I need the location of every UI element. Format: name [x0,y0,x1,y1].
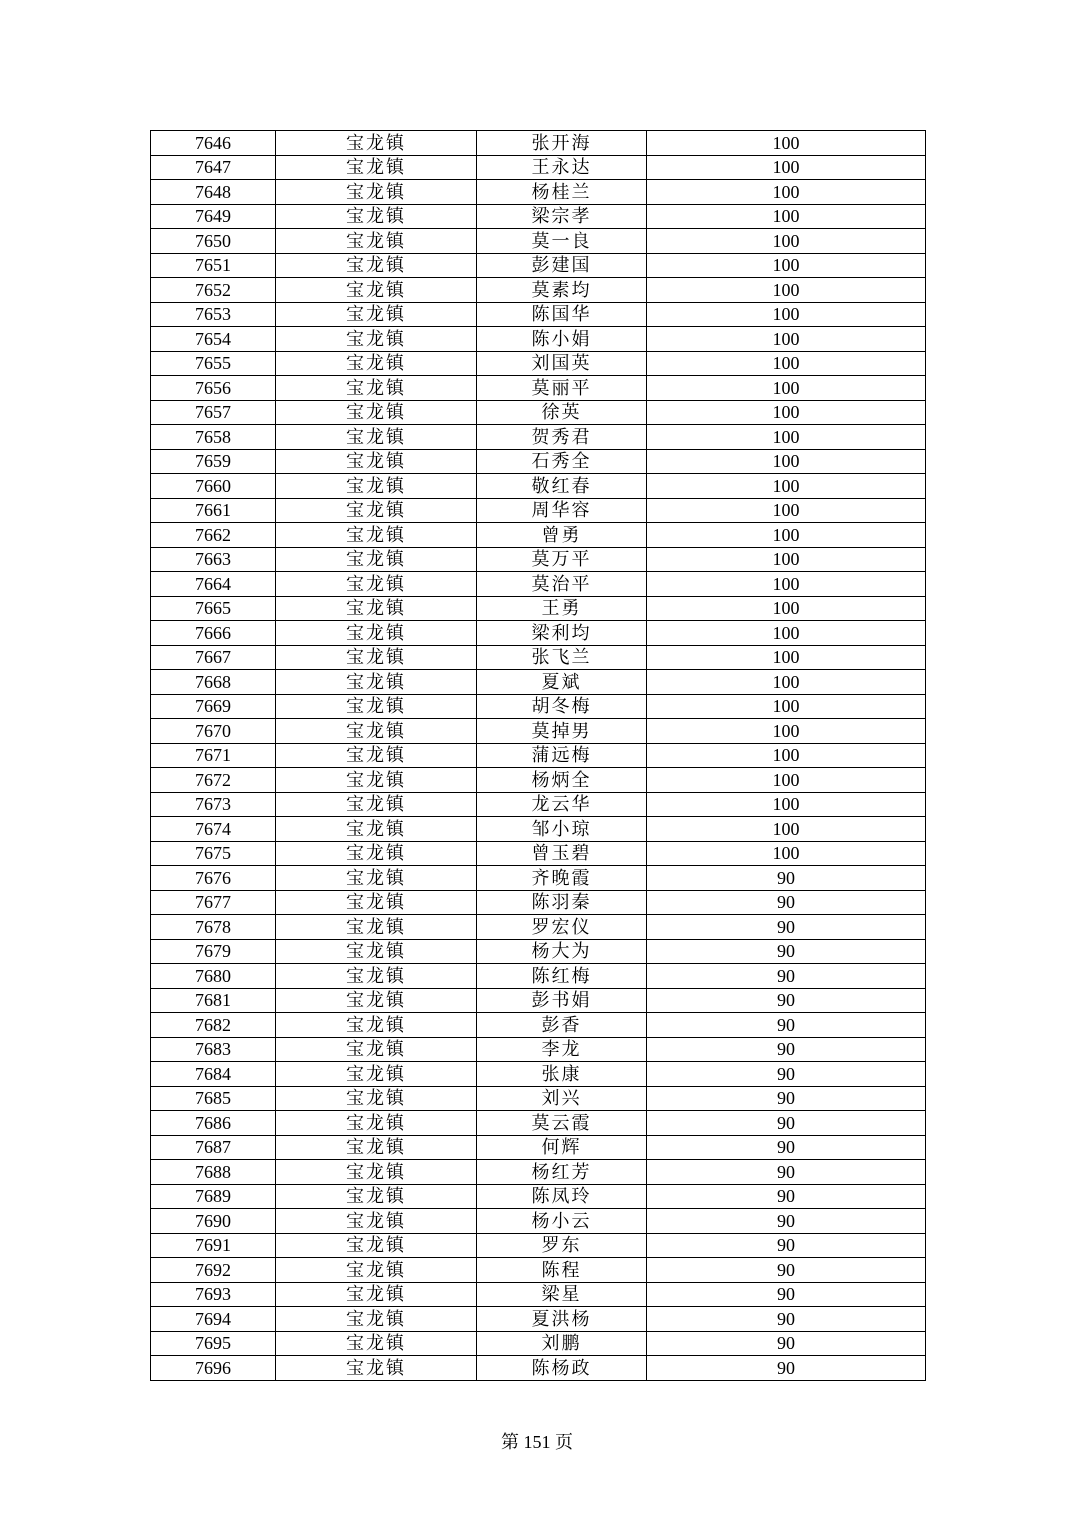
table-row [151,768,926,793]
town-cell: 宝龙镇 [276,645,477,670]
row-number-cell: 7675 [151,841,276,866]
town-cell: 宝龙镇 [276,204,477,229]
town-cell: 宝龙镇 [276,743,477,768]
person-name-cell: 夏洪杨 [477,1307,647,1332]
amount-cell: 90 [647,1037,926,1062]
town-cell: 宝龙镇 [276,596,477,621]
person-name-cell: 周华容 [477,498,647,523]
table-row [151,743,926,768]
town-cell: 宝龙镇 [276,425,477,450]
table-row [151,890,926,915]
amount-cell: 90 [647,915,926,940]
row-number-cell: 7672 [151,768,276,793]
row-number-cell: 7663 [151,547,276,572]
row-number-cell: 7657 [151,400,276,425]
table-row [151,645,926,670]
amount-cell: 100 [647,131,926,156]
town-cell: 宝龙镇 [276,474,477,499]
row-number-cell: 7650 [151,229,276,254]
town-cell: 宝龙镇 [276,1282,477,1307]
row-number-cell: 7695 [151,1331,276,1356]
row-number-cell: 7670 [151,719,276,744]
town-cell: 宝龙镇 [276,670,477,695]
person-name-cell: 罗东 [477,1233,647,1258]
amount-cell: 90 [647,1062,926,1087]
table-row [151,1258,926,1283]
row-number-cell: 7671 [151,743,276,768]
amount-cell: 100 [647,327,926,352]
table-row [151,792,926,817]
row-number-cell: 7668 [151,670,276,695]
person-name-cell: 彭书娟 [477,988,647,1013]
row-number-cell: 7646 [151,131,276,156]
table-row [151,425,926,450]
table-row [151,1209,926,1234]
amount-cell: 100 [647,474,926,499]
town-cell: 宝龙镇 [276,1356,477,1381]
amount-cell: 90 [647,1233,926,1258]
amount-cell: 90 [647,1258,926,1283]
person-name-cell: 王永达 [477,155,647,180]
person-name-cell: 陈杨政 [477,1356,647,1381]
amount-cell: 90 [647,1135,926,1160]
town-cell: 宝龙镇 [276,866,477,891]
table-row [151,474,926,499]
person-name-cell: 莫一良 [477,229,647,254]
amount-cell: 100 [647,204,926,229]
amount-cell: 100 [647,229,926,254]
amount-cell: 100 [647,596,926,621]
table-row [151,1307,926,1332]
person-name-cell: 何辉 [477,1135,647,1160]
person-name-cell: 邹小琼 [477,817,647,842]
row-number-cell: 7652 [151,278,276,303]
person-name-cell: 张飞兰 [477,645,647,670]
row-number-cell: 7685 [151,1086,276,1111]
table-row [151,547,926,572]
person-name-cell: 杨桂兰 [477,180,647,205]
town-cell: 宝龙镇 [276,278,477,303]
table-row [151,131,926,156]
person-name-cell: 莫素均 [477,278,647,303]
person-name-cell: 梁宗孝 [477,204,647,229]
table-row [151,449,926,474]
row-number-cell: 7681 [151,988,276,1013]
table-row [151,376,926,401]
amount-cell: 100 [647,572,926,597]
row-number-cell: 7694 [151,1307,276,1332]
person-name-cell: 梁利均 [477,621,647,646]
table-row [151,817,926,842]
amount-cell: 100 [647,400,926,425]
row-number-cell: 7682 [151,1013,276,1038]
town-cell: 宝龙镇 [276,523,477,548]
row-number-cell: 7669 [151,694,276,719]
person-name-cell: 龙云华 [477,792,647,817]
table-row [151,572,926,597]
person-name-cell: 齐晚霞 [477,866,647,891]
person-name-cell: 李龙 [477,1037,647,1062]
person-name-cell: 梁星 [477,1282,647,1307]
amount-cell: 100 [647,302,926,327]
person-name-cell: 彭建国 [477,253,647,278]
town-cell: 宝龙镇 [276,1135,477,1160]
person-name-cell: 罗宏仪 [477,915,647,940]
person-name-cell: 杨炳全 [477,768,647,793]
person-name-cell: 蒲远梅 [477,743,647,768]
town-cell: 宝龙镇 [276,1184,477,1209]
town-cell: 宝龙镇 [276,1307,477,1332]
town-cell: 宝龙镇 [276,841,477,866]
page-footer: 第 151 页 [501,1432,573,1452]
town-cell: 宝龙镇 [276,988,477,1013]
amount-cell: 100 [647,645,926,670]
amount-cell: 90 [647,890,926,915]
town-cell: 宝龙镇 [276,1013,477,1038]
town-cell: 宝龙镇 [276,180,477,205]
table-row [151,327,926,352]
town-cell: 宝龙镇 [276,131,477,156]
amount-cell: 90 [647,1086,926,1111]
amount-cell: 100 [647,449,926,474]
person-name-cell: 陈小娟 [477,327,647,352]
amount-cell: 100 [647,523,926,548]
row-number-cell: 7648 [151,180,276,205]
roster-table [150,130,926,1381]
person-name-cell: 刘鹏 [477,1331,647,1356]
amount-cell: 90 [647,1282,926,1307]
town-cell: 宝龙镇 [276,1062,477,1087]
town-cell: 宝龙镇 [276,768,477,793]
town-cell: 宝龙镇 [276,1233,477,1258]
town-cell: 宝龙镇 [276,400,477,425]
town-cell: 宝龙镇 [276,229,477,254]
table-row [151,1356,926,1381]
amount-cell: 100 [647,547,926,572]
amount-cell: 90 [647,1111,926,1136]
row-number-cell: 7680 [151,964,276,989]
row-number-cell: 7691 [151,1233,276,1258]
table-row [151,939,926,964]
table-row [151,400,926,425]
table-row [151,498,926,523]
row-number-cell: 7658 [151,425,276,450]
table-row [151,1086,926,1111]
amount-cell: 100 [647,253,926,278]
row-number-cell: 7656 [151,376,276,401]
town-cell: 宝龙镇 [276,547,477,572]
town-cell: 宝龙镇 [276,1037,477,1062]
table-row [151,1184,926,1209]
person-name-cell: 曾玉碧 [477,841,647,866]
person-name-cell: 莫云霞 [477,1111,647,1136]
town-cell: 宝龙镇 [276,351,477,376]
row-number-cell: 7667 [151,645,276,670]
table-row [151,229,926,254]
person-name-cell: 莫丽平 [477,376,647,401]
person-name-cell: 敬红春 [477,474,647,499]
town-cell: 宝龙镇 [276,890,477,915]
town-cell: 宝龙镇 [276,1160,477,1185]
person-name-cell: 石秀全 [477,449,647,474]
town-cell: 宝龙镇 [276,449,477,474]
amount-cell: 100 [647,180,926,205]
amount-cell: 100 [647,841,926,866]
row-number-cell: 7666 [151,621,276,646]
row-number-cell: 7661 [151,498,276,523]
person-name-cell: 刘兴 [477,1086,647,1111]
table-row [151,841,926,866]
table-row [151,253,926,278]
town-cell: 宝龙镇 [276,498,477,523]
person-name-cell: 陈凤玲 [477,1184,647,1209]
row-number-cell: 7683 [151,1037,276,1062]
amount-cell: 90 [647,964,926,989]
table-row [151,719,926,744]
amount-cell: 100 [647,278,926,303]
table-row [151,204,926,229]
amount-cell: 90 [647,988,926,1013]
table-row [151,621,926,646]
amount-cell: 100 [647,743,926,768]
table-row [151,1111,926,1136]
row-number-cell: 7677 [151,890,276,915]
person-name-cell: 陈程 [477,1258,647,1283]
town-cell: 宝龙镇 [276,694,477,719]
table-row [151,155,926,180]
table-row [151,1062,926,1087]
table-row [151,1135,926,1160]
roster-table-body [151,131,926,1381]
table-row [151,302,926,327]
town-cell: 宝龙镇 [276,327,477,352]
amount-cell: 90 [647,866,926,891]
row-number-cell: 7693 [151,1282,276,1307]
amount-cell: 100 [647,621,926,646]
table-row [151,1013,926,1038]
person-name-cell: 徐英 [477,400,647,425]
town-cell: 宝龙镇 [276,572,477,597]
amount-cell: 100 [647,768,926,793]
person-name-cell: 莫治平 [477,572,647,597]
person-name-cell: 张康 [477,1062,647,1087]
town-cell: 宝龙镇 [276,376,477,401]
amount-cell: 100 [647,155,926,180]
row-number-cell: 7659 [151,449,276,474]
row-number-cell: 7655 [151,351,276,376]
row-number-cell: 7660 [151,474,276,499]
town-cell: 宝龙镇 [276,1258,477,1283]
table-row [151,1331,926,1356]
amount-cell: 100 [647,670,926,695]
table-row [151,351,926,376]
amount-cell: 90 [647,1356,926,1381]
row-number-cell: 7664 [151,572,276,597]
town-cell: 宝龙镇 [276,155,477,180]
amount-cell: 100 [647,792,926,817]
table-row [151,1233,926,1258]
amount-cell: 100 [647,694,926,719]
row-number-cell: 7688 [151,1160,276,1185]
person-name-cell: 莫万平 [477,547,647,572]
table-row [151,1282,926,1307]
table-row [151,1160,926,1185]
row-number-cell: 7651 [151,253,276,278]
row-number-cell: 7673 [151,792,276,817]
table-row [151,278,926,303]
person-name-cell: 彭香 [477,1013,647,1038]
person-name-cell: 夏斌 [477,670,647,695]
person-name-cell: 陈羽秦 [477,890,647,915]
table-row [151,523,926,548]
table-row [151,596,926,621]
town-cell: 宝龙镇 [276,253,477,278]
person-name-cell: 陈国华 [477,302,647,327]
row-number-cell: 7690 [151,1209,276,1234]
town-cell: 宝龙镇 [276,1331,477,1356]
table-row [151,866,926,891]
row-number-cell: 7649 [151,204,276,229]
row-number-cell: 7653 [151,302,276,327]
row-number-cell: 7696 [151,1356,276,1381]
row-number-cell: 7684 [151,1062,276,1087]
town-cell: 宝龙镇 [276,621,477,646]
town-cell: 宝龙镇 [276,719,477,744]
row-number-cell: 7674 [151,817,276,842]
town-cell: 宝龙镇 [276,915,477,940]
town-cell: 宝龙镇 [276,1209,477,1234]
amount-cell: 90 [647,1331,926,1356]
person-name-cell: 杨红芳 [477,1160,647,1185]
row-number-cell: 7679 [151,939,276,964]
town-cell: 宝龙镇 [276,817,477,842]
amount-cell: 100 [647,351,926,376]
amount-cell: 90 [647,1307,926,1332]
town-cell: 宝龙镇 [276,1086,477,1111]
amount-cell: 90 [647,939,926,964]
amount-cell: 90 [647,1160,926,1185]
amount-cell: 100 [647,719,926,744]
person-name-cell: 杨小云 [477,1209,647,1234]
amount-cell: 100 [647,498,926,523]
row-number-cell: 7689 [151,1184,276,1209]
row-number-cell: 7662 [151,523,276,548]
row-number-cell: 7665 [151,596,276,621]
row-number-cell: 7687 [151,1135,276,1160]
amount-cell: 100 [647,376,926,401]
table-row [151,915,926,940]
row-number-cell: 7676 [151,866,276,891]
table-row [151,988,926,1013]
town-cell: 宝龙镇 [276,939,477,964]
person-name-cell: 曾勇 [477,523,647,548]
town-cell: 宝龙镇 [276,302,477,327]
row-number-cell: 7692 [151,1258,276,1283]
amount-cell: 100 [647,425,926,450]
person-name-cell: 陈红梅 [477,964,647,989]
row-number-cell: 7647 [151,155,276,180]
amount-cell: 90 [647,1209,926,1234]
table-row [151,1037,926,1062]
amount-cell: 100 [647,817,926,842]
table-row [151,180,926,205]
town-cell: 宝龙镇 [276,792,477,817]
row-number-cell: 7654 [151,327,276,352]
person-name-cell: 王勇 [477,596,647,621]
person-name-cell: 贺秀君 [477,425,647,450]
table-row [151,964,926,989]
person-name-cell: 莫掉男 [477,719,647,744]
person-name-cell: 张开海 [477,131,647,156]
table-row [151,670,926,695]
amount-cell: 90 [647,1184,926,1209]
table-row [151,694,926,719]
person-name-cell: 刘国英 [477,351,647,376]
amount-cell: 90 [647,1013,926,1038]
person-name-cell: 杨大为 [477,939,647,964]
row-number-cell: 7686 [151,1111,276,1136]
town-cell: 宝龙镇 [276,1111,477,1136]
person-name-cell: 胡冬梅 [477,694,647,719]
town-cell: 宝龙镇 [276,964,477,989]
row-number-cell: 7678 [151,915,276,940]
